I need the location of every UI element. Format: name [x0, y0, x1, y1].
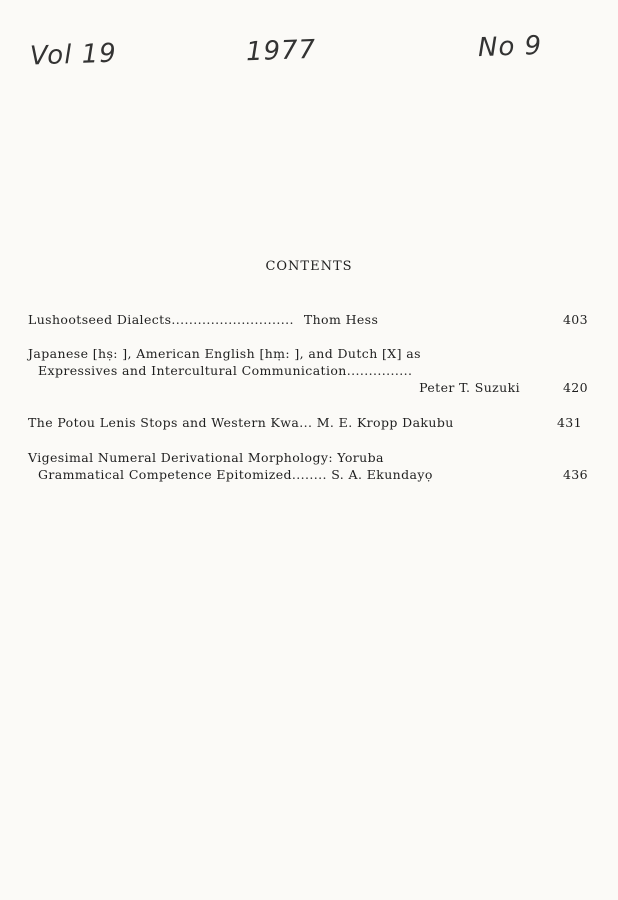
toc-entry	[28, 414, 588, 431]
toc-entry-title-line2: Grammatical Competence Epitomized........ S. A. Ekundayọ	[38, 467, 433, 482]
handwritten-volume: Vol 19	[29, 38, 118, 72]
toc-entry-page: 403	[562, 312, 588, 327]
toc-entry-page: 436	[562, 467, 588, 482]
toc-entry-title-line1: Vigesimal Numeral Derivational Morphology: Yoruba	[28, 450, 384, 465]
toc-entry-author: Thom Hess	[303, 312, 379, 327]
contents-heading: CONTENTS	[265, 259, 353, 274]
toc-entry-title-line2: Expressives and Intercultural Communication...............	[38, 363, 413, 378]
toc-entry-page: 431	[556, 415, 582, 430]
toc-entry	[28, 345, 588, 396]
toc-entry-author: Peter T. Suzuki	[419, 380, 520, 395]
toc-entry-page: 420	[562, 380, 588, 395]
toc-entry-title: The Potou Lenis Stops and Western Kwa... M. E. Kropp Dakubu	[28, 415, 454, 430]
toc-entry-title-line1: Japanese [hṣ: ], American English [hṃ: ], and Dutch [X] as	[28, 346, 421, 361]
handwritten-year: 1977	[245, 34, 317, 68]
toc-entry	[28, 311, 588, 328]
toc-entry	[28, 449, 588, 483]
handwritten-number: No 9	[477, 30, 543, 64]
toc-entry-title: Lushootseed Dialects............................	[28, 312, 294, 327]
